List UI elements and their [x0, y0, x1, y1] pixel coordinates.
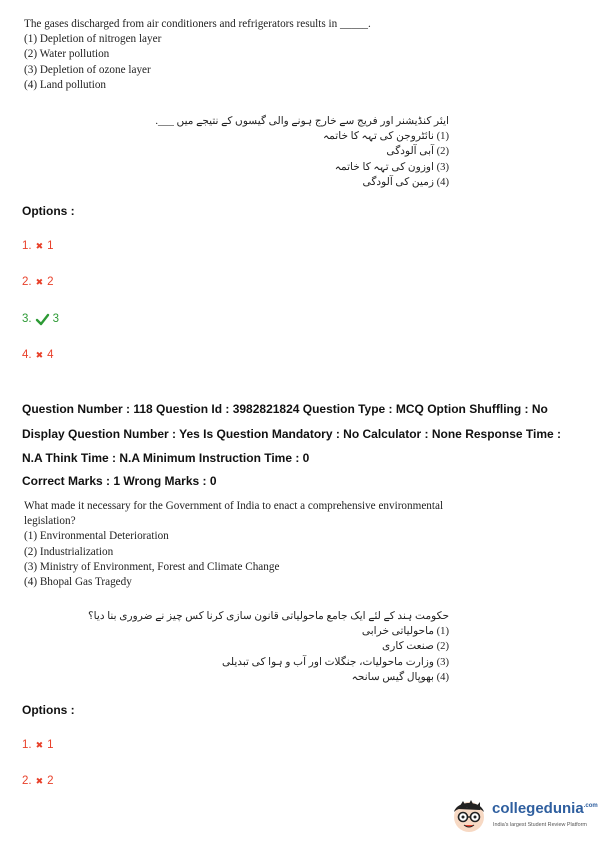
q118-marks: Correct Marks : 1 Wrong Marks : 0 — [22, 474, 217, 488]
q117-options-label: Options : — [22, 204, 75, 218]
answer-number: 4. — [22, 349, 32, 361]
mascot-logo-icon — [449, 796, 489, 836]
q117-option-3: (3) Depletion of ozone layer — [24, 63, 151, 76]
q117-answer-4 — [22, 349, 54, 361]
q118-urdu-option-1: (1) ماحولیاتی خرابی — [361, 626, 449, 638]
q118-question-line-1: What made it necessary for the Government of India to enact a comprehensive environmental — [24, 500, 444, 512]
q117-urdu-block — [155, 114, 449, 190]
wrong-icon: ✖ — [35, 276, 44, 287]
q117-answer-2 — [22, 276, 54, 288]
answer-value: 1 — [47, 739, 54, 751]
q117-english-block — [24, 17, 371, 93]
q118-english-block — [24, 499, 443, 590]
answer-number: 3. — [22, 313, 32, 325]
brand-name — [492, 800, 598, 817]
answer-number: 1. — [22, 739, 32, 751]
q117-question-text: The gases discharged from air conditioners and refrigerators results in _____. — [24, 18, 371, 30]
answer-value: 2 — [47, 775, 54, 787]
answer-number: 1. — [22, 240, 32, 252]
q118-answer-2 — [22, 775, 54, 787]
q118-options-label: Options : — [22, 703, 75, 717]
answer-value: 3 — [52, 313, 59, 325]
wrong-icon: ✖ — [35, 739, 44, 750]
wrong-icon: ✖ — [35, 775, 44, 786]
q118-option-3: (3) Ministry of Environment, Forest and Climate Change — [24, 560, 280, 573]
q117-option-4: (4) Land pollution — [24, 78, 107, 91]
q117-answer-3 — [22, 313, 59, 325]
q118-meta: Question Number : 118 Question Id : 3982821824 Question Type : MCQ Option Shuffling : No Display Question Number : Yes Is Question Mandatory : No Calculator : None Response Time : N.A Think Time : N.A Minimum Instruction Time : 0 — [22, 402, 561, 465]
q118-question-line-2: legislation? — [24, 515, 76, 528]
q117-urdu-option-4: (4) زمین کی آلودگی — [362, 176, 449, 188]
wrong-icon: ✖ — [35, 349, 44, 360]
wrong-icon: ✖ — [35, 240, 44, 251]
q118-answer-1 — [22, 739, 54, 751]
answer-value: 2 — [47, 276, 54, 288]
brand-wordmark: collegedunia — [492, 800, 584, 817]
q118-urdu-option-2: (2) صنعت کاری — [381, 641, 449, 653]
answer-number: 2. — [22, 775, 32, 787]
q118-urdu-block — [88, 609, 449, 685]
answer-value: 4 — [47, 349, 54, 361]
q117-answer-1 — [22, 240, 54, 252]
check-icon — [36, 314, 49, 325]
q118-urdu-option-4: (4) بھوپال گیس سانحہ — [351, 671, 449, 683]
q118-option-4: (4) Bhopal Gas Tragedy — [24, 576, 132, 589]
q117-urdu-option-3: (3) اوزون کی تہہ کا خاتمہ — [334, 161, 449, 173]
q117-urdu-option-1: (1) نائٹروجن کی تہہ کا خاتمہ — [322, 131, 449, 143]
answer-number: 2. — [22, 276, 32, 288]
q118-option-1: (1) Environmental Deterioration — [24, 530, 169, 543]
q118-urdu-question: حکومت ہند کے لئے ایک جامع ماحولیاتی قانون سازی کرنا کس چیز نے ضروری بنا دیا؟ — [88, 611, 449, 622]
q117-urdu-question: ایئر کنڈیشنر اور فریج سے خارج ہونے والی گیسوں کے نتیجے میں ___. — [155, 116, 449, 127]
answer-value: 1 — [47, 240, 54, 252]
q118-urdu-option-3: (3) وزارت ماحولیات، جنگلات اور آب و ہوا کی تبدیلی — [221, 656, 449, 668]
q117-option-1: (1) Depletion of nitrogen layer — [24, 33, 162, 46]
q117-urdu-option-2: (2) آبی آلودگی — [386, 146, 449, 158]
q117-option-2: (2) Water pollution — [24, 48, 110, 61]
brand-tld: .com — [583, 803, 598, 809]
brand-tagline: India's largest Student Review Platform — [493, 822, 587, 828]
q118-option-2: (2) Industrialization — [24, 545, 114, 558]
